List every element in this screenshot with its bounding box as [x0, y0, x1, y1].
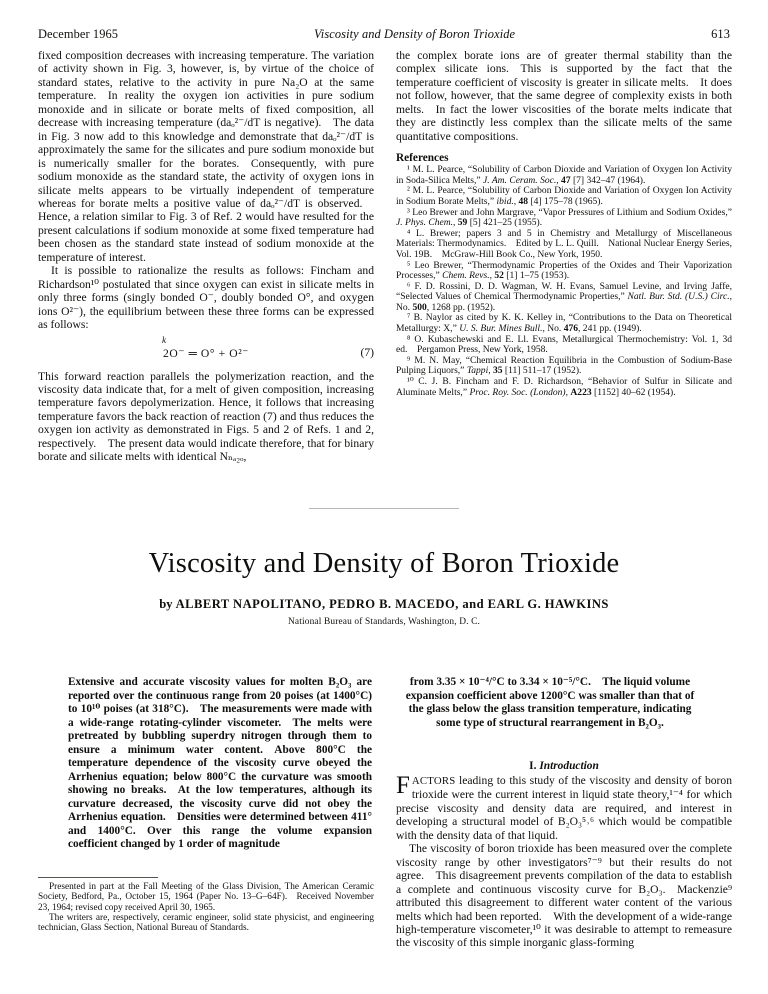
- reference-item: ⁹ M. N. May, “Chemical Reaction Equilibria in the Combustion of Sodium-Base Pulping Liquors,” Tappi, 35 [11] 511–17 (1952).: [396, 354, 732, 377]
- abstract-text-right: from 3.35 × 10⁻⁴/°C to 3.34 × 10⁻⁵/°C. The liquid volume expansion coefficient above 1200°C was smaller than that of the glass below the glass transition temperature, indicating some type of structural rearrangement in B₂O₃.: [405, 676, 695, 729]
- reference-item: ¹ M. L. Pearce, “Solubility of Carbon Dioxide and Variation of Oxygen Ion Activity in Soda-Silica Melts,” J. Am. Ceram. Soc., 47 [7] 342–47 (1964).: [396, 164, 732, 186]
- byline-prefix: by: [159, 597, 173, 611]
- left-paragraph-1: fixed composition decreases with increasing temperature. The variation of activity shown in Fig. 3, however, is, by virtue of the choice of standard states, relative to the activity in pure Na₂O at the same temperature. In reality the oxygen ion activities in pure sodium monoxide and in silicate or borate melts of fixed composition, all decrease with increasing temperature (daₒ²⁻/dT is negative). The data in Fig. 3 now add to this knowledge and demonstrate that daₒ²⁻/dT is approximately the same for the silicates and pure sodium monoxide but is numerically smaller for the borates. Consequently, with pure sodium monoxide as the standard state, the activity of oxygen ions in silicate melts appears to be virtually independent of temperature whereas for borate melts a positive value of daₒ²⁻/dT is observed. Hence, a relation similar to Fig. 3 of Ref. 2 would have resulted for the present calculations if sodium monoxide at some fixed temperature had been chosen as the standard state instead of sodium monoxide at the temperature of interest.: [38, 49, 374, 264]
- footnote-paragraph-1: Presented in part at the Fall Meeting of the Glass Division, The American Ceramic Society, Bedford, Pa., October 15, 1964 (Paper No. 13–G–64F). Received November 23, 1964; revised copy received April 30, 1965.: [38, 882, 374, 913]
- reference-item: ⁶ F. D. Rossini, D. D. Wagman, W. H. Evans, Samuel Levine, and Irving Jaffe, “Selected Values of Chemical Thermodynamic Properties,” Natl. Bur. Std. (U.S.) Circ., No. 500, 1268 pp. (1952).: [396, 280, 732, 313]
- opening-small-caps: ACTORS: [411, 775, 456, 787]
- section-number: I.: [529, 760, 537, 772]
- footnote-block: [38, 882, 374, 934]
- section-divider-rule: [309, 508, 459, 509]
- reference-item: ³ Leo Brewer and John Margrave, “Vapor Pressures of Lithium and Sodium Oxides,” J. Phys. Chem., 59 [5] 421–25 (1955).: [396, 206, 732, 229]
- equation-number: (7): [360, 345, 374, 359]
- equation-body: 2O⁻ ═ O° + O²⁻: [162, 346, 249, 360]
- running-head: [38, 27, 730, 42]
- reference-item: ⁷ B. Naylor as cited by K. K. Kelley in, “Contributions to the Data on Theoretical Metallurgy: X,” U. S. Bur. Mines Bull., No. 476, 241 pp. (1949).: [396, 312, 732, 335]
- running-head-title: Viscosity and Density of Boron Trioxide: [314, 27, 516, 41]
- reference-item: ⁴ L. Brewer; papers 3 and 5 in Chemistry and Metallurgy of Miscellaneous Materials: Thermodynamics. Edited by L. L. Quill. National Nuclear Energy Series, Vol. 19B. McGraw-Hill Book Co., New York, 1950.: [396, 227, 732, 260]
- article-title: Viscosity and Density of Boron Trioxide: [148, 548, 620, 579]
- introduction-paragraph-2: The viscosity of boron trioxide has been measured over the complete viscosity range by other investigators⁷⁻⁹ but their results do not agree. This disagreement prevents compilation of the data to establish a complete and continuous viscosity curve for B₂O₃. Mackenzie⁹ attributed this disagreement to different water content of the various melts which had been reported. With the development of a wide-range high-temperature viscometer,¹⁰ it was desirable to attempt to remeasure the viscosity of this simple inorganic glass-forming: [396, 842, 732, 950]
- right-column: [396, 49, 732, 464]
- introduction-paragraph-1: [396, 774, 732, 842]
- section-title: Introduction: [539, 760, 599, 772]
- reference-item: ¹⁰ C. J. B. Fincham and F. D. Richardson, “Behavior of Sulfur in Silicate and Aluminate Melts,” Proc. Roy. Soc. (London), A223 [1152] 40–62 (1954).: [396, 376, 732, 398]
- running-head-date: December 1965: [38, 27, 119, 41]
- left-paragraph-2: It is possible to rationalize the results as follows: Fincham and Richardson¹⁰ postulated that since oxygen can exist in silicate melts in only three forms (singly bonded O⁻, doubly bonded O°, and oxygen ions O²⁻), the equilibrium between these three forms can be expressed as follows:: [38, 264, 374, 332]
- introduction-paragraph-1-rest: leading to this study of the viscosity and density of boron trioxide were the current interest in liquid state theory,¹⁻⁴ for which precise viscosity and density data are required, and interest in developing a structural model of B₂O₃⁵˒⁶ which would be compatible with the density data of that liquid.: [396, 774, 732, 842]
- footnote-rule: [38, 877, 158, 878]
- equation-rate-constant: k: [162, 334, 167, 345]
- reference-item: ⁸ O. Kubaschewski and E. Ll. Evans, Metallurgical Thermochemistry: Vol. 1, 3d ed. Pergamon Press, New York, 1958.: [396, 333, 732, 356]
- footnote-paragraph-2: The writers are, respectively, ceramic engineer, solid state physicist, and engineering technician, Glass Section, National Bureau of Standards.: [38, 913, 374, 934]
- reference-item: ⁵ Leo Brewer, “Thermodynamic Properties of the Oxides and Their Vaporization Processes,” Chem. Revs., 52 [1] 1–75 (1953).: [396, 259, 732, 282]
- equation-7: [38, 334, 374, 364]
- lower-right-column: [396, 760, 732, 950]
- author-names: ALBERT NAPOLITANO, PEDRO B. MACEDO, and EARL G. HAWKINS: [175, 597, 609, 611]
- upper-columns: [38, 49, 732, 464]
- left-column: [38, 49, 374, 464]
- author-affiliation: National Bureau of Standards, Washington, D. C.: [287, 617, 481, 627]
- reference-item: ² M. L. Pearce, “Solubility of Carbon Dioxide and Variation of Oxygen Ion Activity in Sodium Borate Melts,” ibid., 48 [4] 175–78 (1965).: [396, 185, 732, 207]
- article-byline: [0, 597, 768, 612]
- drop-cap-letter: F: [396, 772, 410, 799]
- introduction-heading: [396, 760, 732, 772]
- page-number: 613: [711, 27, 730, 41]
- left-paragraph-3: This forward reaction parallels the polymerization reaction, and the viscosity data indicate that, for a melt of given composition, increasing temperature favors depolymerization. Hence, it follows that increasing temperature favors the back reaction of reaction (7) and thus reduces the oxygen ion activity as demonstrated in Figs. 5 and 2 of Refs. 1 and 2, respectively. The present data would indicate therefore, that for binary borate and silicate melts with identical Nₙₐ₂ₒ,: [38, 369, 374, 464]
- right-paragraph-1: the complex borate ions are of greater thermal stability than the complex silicate ions. This is supported by the fact that the temperature coefficient of viscosity is greater in silicate melts. It does not follow, however, that the same degree of complexity exists in both melts. In fact the lower viscosities of the borate melts indicate that they are distinctly less complex than the silicate melts of the same quantitative compositions.: [396, 49, 732, 143]
- references-list: [396, 165, 732, 398]
- abstract-text-left: Extensive and accurate viscosity values for molten B₂O₃ are reported over the continuous range from 20 poises (at 1400°C) to 10¹⁰ poises (at 318°C). The measurements were made with a wide-range rotating-cylinder viscometer. The melts were pretreated by bubbling superdry nitrogen through them to ensure a minimum water content. Above 800°C the temperature dependence of the viscosity curve obeyed the Arrhenius equation; below 800°C the curvature was smooth showing no breaks. At the low temperatures, although its curvature decreased, the viscosity curve did not obey the Arrhenius equation. Densities were determined between 411° and 1400°C. Over this range the volume expansion coefficient changed by 1 order of magnitude: [68, 676, 372, 850]
- references-heading: References: [396, 152, 449, 165]
